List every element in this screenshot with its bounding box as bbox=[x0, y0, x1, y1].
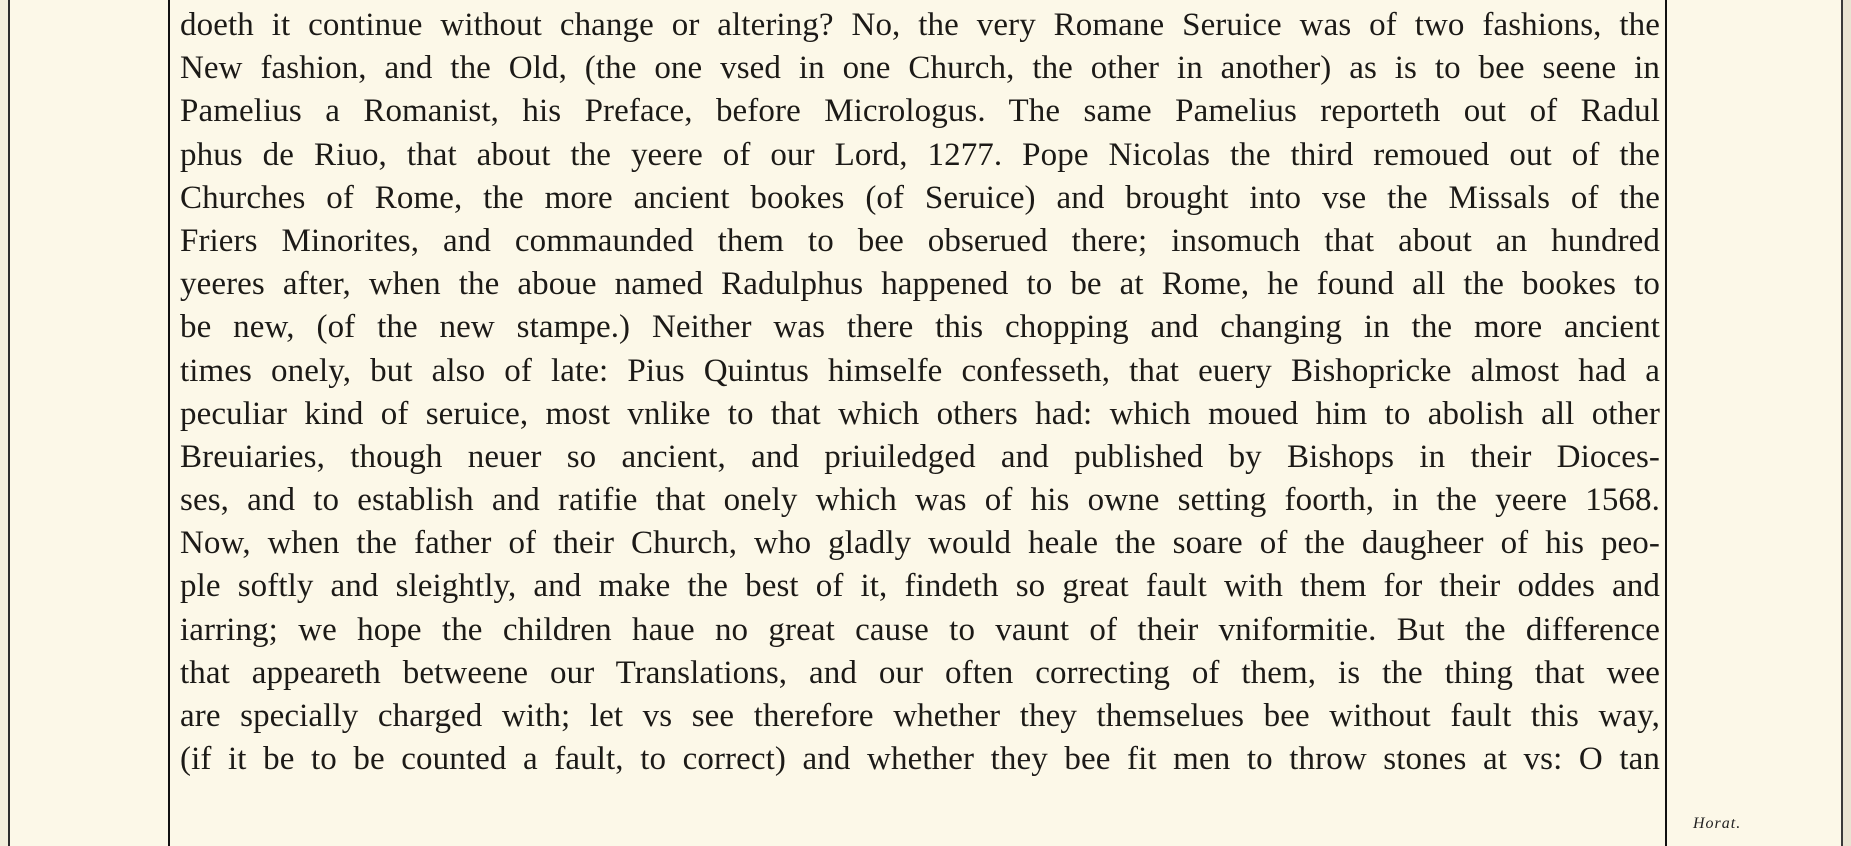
text-line-2: New fashion, and the Old, (the one vsed in one Church, the other in another) as is to bee seene in bbox=[180, 50, 1660, 87]
text-line-12: ses, and to establish and ratifie that onely which was of his owne setting foorth, in the yeere 1568. bbox=[180, 482, 1660, 519]
right-page-edge bbox=[1841, 0, 1851, 846]
text-line-4: phus de Riuo, that about the yeere of our Lord, 1277. Pope Nicolas the third remoued out of the bbox=[180, 136, 1660, 173]
text-line-13: Now, when the father of their Church, who gladly would heale the soare of the daugheer of his peo- bbox=[180, 525, 1660, 562]
text-line-10: peculiar kind of seruice, most vnlike to that which others had: which moued him to abolish all other bbox=[180, 395, 1660, 432]
text-line-14: ple softly and sleightly, and make the best of it, findeth so great fault with them for their oddes and bbox=[180, 568, 1660, 605]
text-line-1: doeth it continue without change or altering? No, the very Romane Seruice was of two fashions, the bbox=[180, 7, 1660, 43]
text-line-6: Friers Minorites, and commaunded them to bee obserued there; insomuch that about an hundred bbox=[180, 222, 1660, 259]
left-page-edge bbox=[0, 0, 10, 846]
text-line-18: (if it be to be counted a fault, to correct) and whether they bee fit men to throw stones at vs: O tan bbox=[180, 741, 1660, 778]
text-line-7: yeeres after, when the aboue named Radulphus happened to be at Rome, he found all the bookes to bbox=[180, 266, 1660, 303]
text-line-17: are specially charged with; let vs see therefore whether they themselues bee without fault this way, bbox=[180, 698, 1660, 734]
text-line-8: be new, (of the new stampe.) Neither was there this chopping and changing in the more ancient bbox=[180, 309, 1660, 346]
text-line-9: times onely, but also of late: Pius Quintus himselfe confesseth, that euery Bishopricke almost had a bbox=[180, 352, 1660, 389]
text-line-5: Churches of Rome, the more ancient bookes (of Seruice) and brought into vse the Missals of the bbox=[180, 179, 1660, 216]
text-line-11: Breuiaries, though neuer so ancient, and priuiledged and published by Bishops in their Dioces- bbox=[180, 438, 1660, 475]
text-line-16: that appeareth betweene our Translations, and our often correcting of them, is the thing that wee bbox=[180, 654, 1660, 691]
text-line-15: iarring; we hope the children haue no great cause to vaunt of their vniformitie. But the difference bbox=[180, 611, 1660, 648]
margin-note: Horat. bbox=[1693, 815, 1742, 832]
body-text bbox=[180, 4, 1660, 781]
text-line-3: Pamelius a Romanist, his Preface, before Micrologus. The same Pamelius reporteth out of Radul bbox=[180, 93, 1660, 130]
